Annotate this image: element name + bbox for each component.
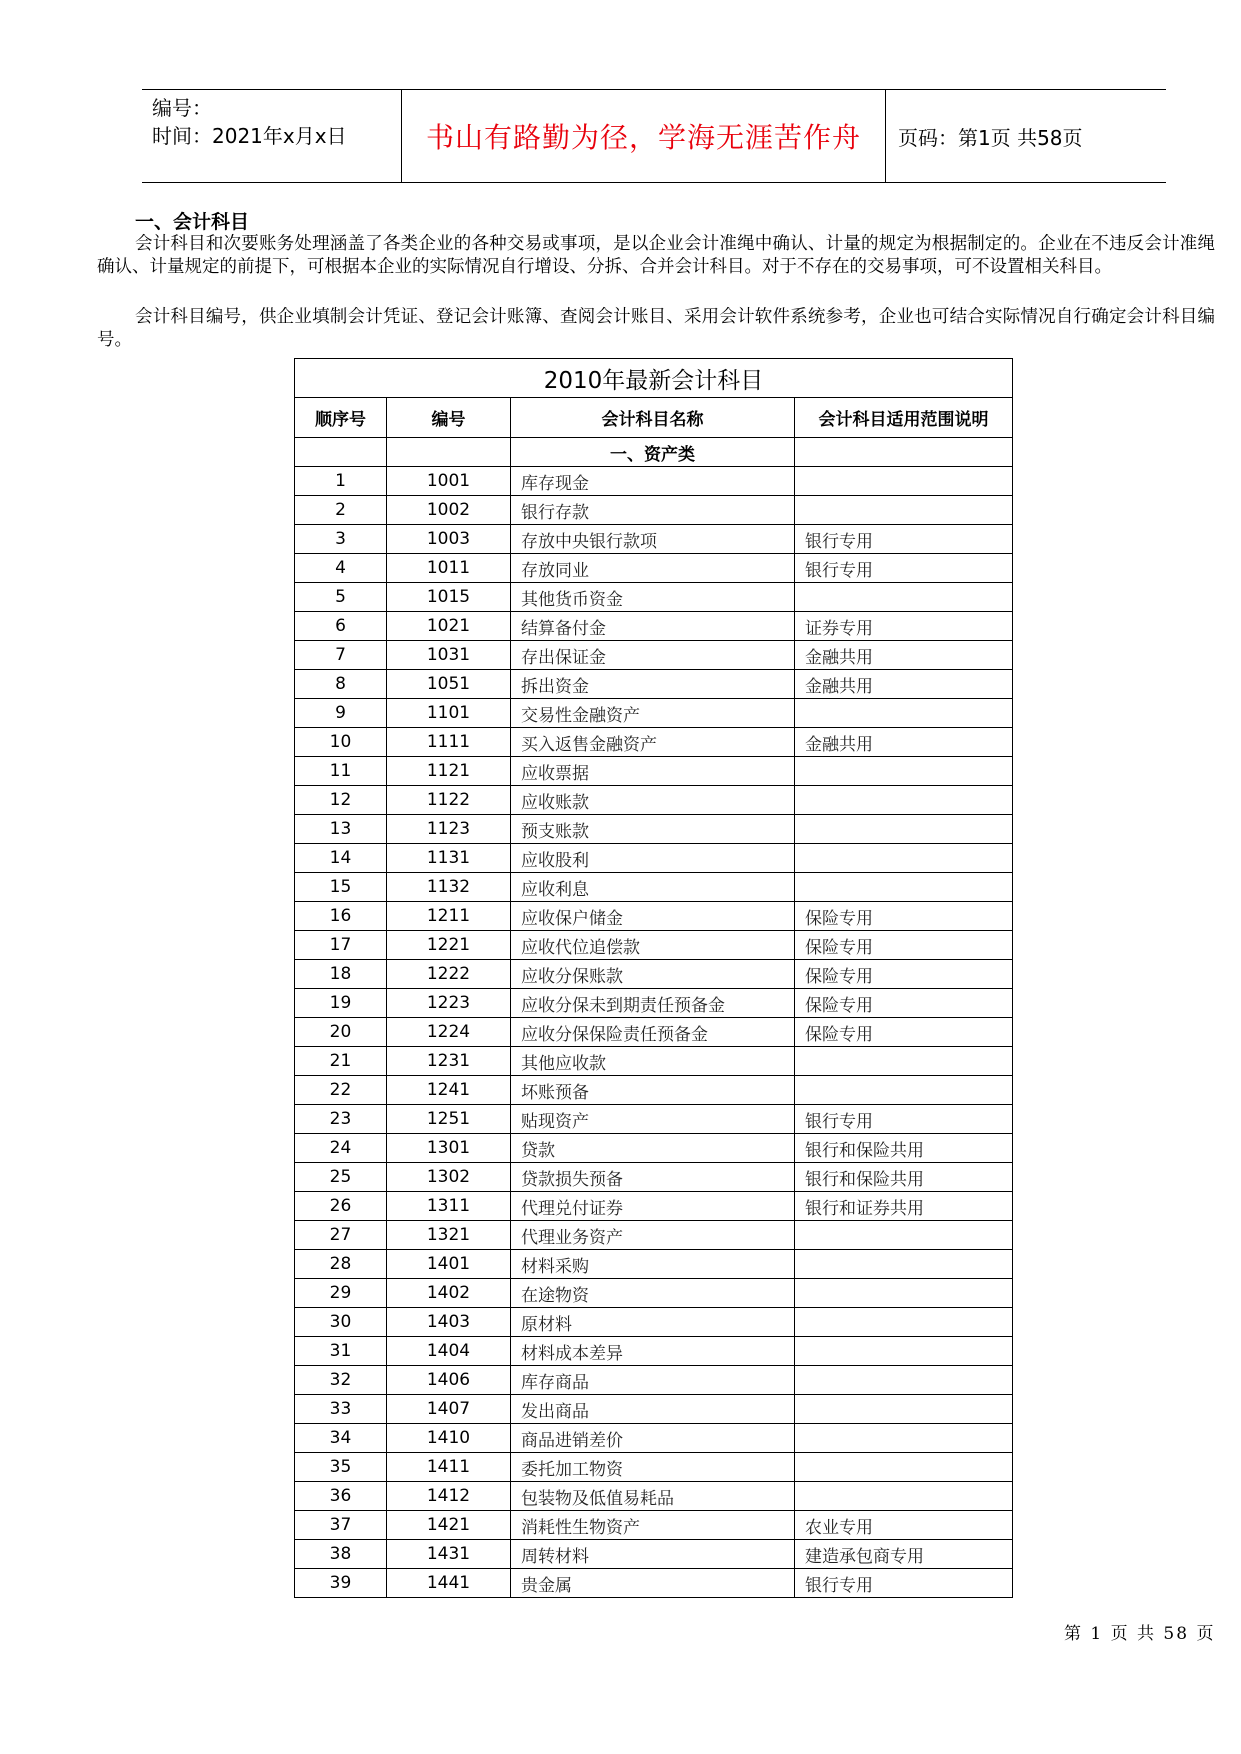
name-cell: 材料采购 xyxy=(511,1250,795,1279)
seq-cell: 24 xyxy=(295,1134,387,1163)
seq-cell: 13 xyxy=(295,815,387,844)
scope-cell xyxy=(795,1076,1013,1105)
name-cell: 其他货币资金 xyxy=(511,583,795,612)
name-cell: 贷款 xyxy=(511,1134,795,1163)
scope-cell xyxy=(795,1279,1013,1308)
seq-cell: 23 xyxy=(295,1105,387,1134)
seq-cell: 18 xyxy=(295,960,387,989)
name-cell: 委托加工物资 xyxy=(511,1453,795,1482)
table-row xyxy=(295,873,1013,902)
name-cell: 代理业务资产 xyxy=(511,1221,795,1250)
code-cell: 1131 xyxy=(387,844,511,873)
name-cell: 存出保证金 xyxy=(511,641,795,670)
seq-cell: 6 xyxy=(295,612,387,641)
scope-cell: 保险专用 xyxy=(795,1018,1013,1047)
table-row xyxy=(295,1453,1013,1482)
code-cell: 1002 xyxy=(387,496,511,525)
name-cell: 预支账款 xyxy=(511,815,795,844)
code-cell: 1421 xyxy=(387,1511,511,1540)
seq-cell: 14 xyxy=(295,844,387,873)
code-cell: 1011 xyxy=(387,554,511,583)
code-cell: 1211 xyxy=(387,902,511,931)
name-cell: 在途物资 xyxy=(511,1279,795,1308)
table-row xyxy=(295,989,1013,1018)
scope-cell: 银行和保险共用 xyxy=(795,1163,1013,1192)
scope-cell xyxy=(795,815,1013,844)
table-row xyxy=(295,815,1013,844)
name-cell: 应收股利 xyxy=(511,844,795,873)
table-row xyxy=(295,496,1013,525)
scope-cell: 保险专用 xyxy=(795,931,1013,960)
scope-cell xyxy=(795,844,1013,873)
category-seq-cell xyxy=(295,438,387,467)
code-cell: 1431 xyxy=(387,1540,511,1569)
scope-cell: 金融共用 xyxy=(795,728,1013,757)
code-cell: 1301 xyxy=(387,1134,511,1163)
seq-cell: 38 xyxy=(295,1540,387,1569)
name-cell: 贴现资产 xyxy=(511,1105,795,1134)
name-cell: 其他应收款 xyxy=(511,1047,795,1076)
header-meta xyxy=(142,90,402,182)
scope-cell: 农业专用 xyxy=(795,1511,1013,1540)
table-row xyxy=(295,1221,1013,1250)
seq-cell: 19 xyxy=(295,989,387,1018)
name-cell: 贵金属 xyxy=(511,1569,795,1598)
name-cell: 坏账预备 xyxy=(511,1076,795,1105)
seq-cell: 17 xyxy=(295,931,387,960)
code-cell: 1403 xyxy=(387,1308,511,1337)
seq-cell: 21 xyxy=(295,1047,387,1076)
code-cell: 1441 xyxy=(387,1569,511,1598)
table-row xyxy=(295,757,1013,786)
document-number-label: 编号： xyxy=(152,96,212,120)
seq-cell: 12 xyxy=(295,786,387,815)
seq-cell: 7 xyxy=(295,641,387,670)
seq-cell: 5 xyxy=(295,583,387,612)
code-cell: 1015 xyxy=(387,583,511,612)
table-row xyxy=(295,583,1013,612)
seq-cell: 8 xyxy=(295,670,387,699)
code-cell: 1401 xyxy=(387,1250,511,1279)
name-cell: 库存商品 xyxy=(511,1366,795,1395)
scope-cell: 金融共用 xyxy=(795,641,1013,670)
scope-cell xyxy=(795,699,1013,728)
code-cell: 1231 xyxy=(387,1047,511,1076)
table-row xyxy=(295,641,1013,670)
code-cell: 1001 xyxy=(387,467,511,496)
name-cell: 交易性金融资产 xyxy=(511,699,795,728)
code-cell: 1021 xyxy=(387,612,511,641)
table-row xyxy=(295,1018,1013,1047)
code-cell: 1412 xyxy=(387,1482,511,1511)
scope-cell: 银行专用 xyxy=(795,1569,1013,1598)
seq-cell: 20 xyxy=(295,1018,387,1047)
document-header xyxy=(142,89,1166,183)
name-cell: 存放同业 xyxy=(511,554,795,583)
scope-cell: 建造承包商专用 xyxy=(795,1540,1013,1569)
code-cell: 1411 xyxy=(387,1453,511,1482)
name-cell: 库存现金 xyxy=(511,467,795,496)
header-name: 会计科目名称 xyxy=(511,398,795,438)
seq-cell: 4 xyxy=(295,554,387,583)
table-row xyxy=(295,1105,1013,1134)
code-cell: 1222 xyxy=(387,960,511,989)
seq-cell: 35 xyxy=(295,1453,387,1482)
code-cell: 1402 xyxy=(387,1279,511,1308)
name-cell: 结算备付金 xyxy=(511,612,795,641)
name-cell: 应收利息 xyxy=(511,873,795,902)
scope-cell xyxy=(795,1395,1013,1424)
name-cell: 应收票据 xyxy=(511,757,795,786)
table-row xyxy=(295,1279,1013,1308)
code-cell: 1122 xyxy=(387,786,511,815)
table-row xyxy=(295,844,1013,873)
table-row xyxy=(295,525,1013,554)
code-cell: 1121 xyxy=(387,757,511,786)
scope-cell xyxy=(795,757,1013,786)
scope-cell: 银行专用 xyxy=(795,554,1013,583)
scope-cell xyxy=(795,1453,1013,1482)
code-cell: 1321 xyxy=(387,1221,511,1250)
code-cell: 1003 xyxy=(387,525,511,554)
name-cell: 原材料 xyxy=(511,1308,795,1337)
scope-cell: 银行和证券共用 xyxy=(795,1192,1013,1221)
table-row xyxy=(295,786,1013,815)
code-cell: 1101 xyxy=(387,699,511,728)
accounts-table xyxy=(294,358,1013,1598)
seq-cell: 28 xyxy=(295,1250,387,1279)
category-scope-cell xyxy=(795,438,1013,467)
table-row xyxy=(295,960,1013,989)
seq-cell: 30 xyxy=(295,1308,387,1337)
name-cell: 贷款损失预备 xyxy=(511,1163,795,1192)
seq-cell: 15 xyxy=(295,873,387,902)
section-title: 一、会计科目 xyxy=(135,211,250,233)
seq-cell: 16 xyxy=(295,902,387,931)
table-row xyxy=(295,1076,1013,1105)
scope-cell xyxy=(795,1337,1013,1366)
seq-cell: 3 xyxy=(295,525,387,554)
table-row xyxy=(295,1482,1013,1511)
code-cell: 1302 xyxy=(387,1163,511,1192)
seq-cell: 2 xyxy=(295,496,387,525)
code-cell: 1223 xyxy=(387,989,511,1018)
name-cell: 周转材料 xyxy=(511,1540,795,1569)
table-row xyxy=(295,612,1013,641)
scope-cell xyxy=(795,467,1013,496)
header-scope: 会计科目适用范围说明 xyxy=(795,398,1013,438)
scope-cell xyxy=(795,496,1013,525)
seq-cell: 31 xyxy=(295,1337,387,1366)
scope-cell: 保险专用 xyxy=(795,960,1013,989)
name-cell: 银行存款 xyxy=(511,496,795,525)
scope-cell xyxy=(795,1424,1013,1453)
table-row xyxy=(295,1047,1013,1076)
code-cell: 1241 xyxy=(387,1076,511,1105)
table-row xyxy=(295,1511,1013,1540)
scope-cell xyxy=(795,1250,1013,1279)
page-footer: 第 1 页 共 58 页 xyxy=(1064,1624,1216,1644)
header-page-label: 页码：第1页 共58页 xyxy=(898,125,1083,150)
name-cell: 消耗性生物资产 xyxy=(511,1511,795,1540)
name-cell: 材料成本差异 xyxy=(511,1337,795,1366)
paragraph-1: 会计科目和次要账务处理涵盖了各类企业的各种交易或事项，是以企业会计准绳中确认、计量的规定为根据制定的。企业在不违反会计准绳确认、计量规定的前提下，可根据本企业的实际情况自行增设、分拆、合并会计科目。对于不存在的交易事项，可不设置相关科目。 xyxy=(97,234,1215,277)
table-row xyxy=(295,1134,1013,1163)
code-cell: 1132 xyxy=(387,873,511,902)
table-row xyxy=(295,1163,1013,1192)
paragraph-2: 会计科目编号，供企业填制会计凭证、登记会计账簿、查阅会计账目、采用会计软件系统参考，企业也可结合实际情况自行确定会计科目编号。 xyxy=(97,307,1215,350)
scope-cell: 保险专用 xyxy=(795,902,1013,931)
header-motto: 书山有路勤为径，学海无涯苦作舟 xyxy=(402,90,886,182)
code-cell: 1111 xyxy=(387,728,511,757)
code-cell: 1410 xyxy=(387,1424,511,1453)
seq-cell: 39 xyxy=(295,1569,387,1598)
category-label: 一、资产类 xyxy=(511,438,795,467)
code-cell: 1224 xyxy=(387,1018,511,1047)
seq-cell: 9 xyxy=(295,699,387,728)
name-cell: 应收账款 xyxy=(511,786,795,815)
name-cell: 应收保户储金 xyxy=(511,902,795,931)
scope-cell xyxy=(795,1308,1013,1337)
table-row xyxy=(295,699,1013,728)
scope-cell xyxy=(795,1482,1013,1511)
code-cell: 1251 xyxy=(387,1105,511,1134)
table-row xyxy=(295,1395,1013,1424)
table-row xyxy=(295,467,1013,496)
scope-cell: 证券专用 xyxy=(795,612,1013,641)
seq-cell: 29 xyxy=(295,1279,387,1308)
code-cell: 1407 xyxy=(387,1395,511,1424)
seq-cell: 34 xyxy=(295,1424,387,1453)
table-row xyxy=(295,554,1013,583)
document-time-label: 时间：2021年x月x日 xyxy=(152,124,347,148)
code-cell: 1123 xyxy=(387,815,511,844)
scope-cell xyxy=(795,873,1013,902)
table-row xyxy=(295,670,1013,699)
table-row xyxy=(295,1250,1013,1279)
table-row xyxy=(295,902,1013,931)
name-cell: 应收代位追偿款 xyxy=(511,931,795,960)
header-code: 编号 xyxy=(387,398,511,438)
code-cell: 1311 xyxy=(387,1192,511,1221)
name-cell: 包装物及低值易耗品 xyxy=(511,1482,795,1511)
seq-cell: 36 xyxy=(295,1482,387,1511)
name-cell: 发出商品 xyxy=(511,1395,795,1424)
name-cell: 买入返售金融资产 xyxy=(511,728,795,757)
table-row xyxy=(295,1192,1013,1221)
header-seq: 顺序号 xyxy=(295,398,387,438)
scope-cell xyxy=(795,1221,1013,1250)
code-cell: 1031 xyxy=(387,641,511,670)
table-row xyxy=(295,931,1013,960)
table-row xyxy=(295,1424,1013,1453)
table-row xyxy=(295,1540,1013,1569)
scope-cell xyxy=(795,786,1013,815)
table-row xyxy=(295,1366,1013,1395)
name-cell: 存放中央银行款项 xyxy=(511,525,795,554)
table-title: 2010年最新会计科目 xyxy=(295,359,1013,398)
scope-cell: 保险专用 xyxy=(795,989,1013,1018)
name-cell: 代理兑付证券 xyxy=(511,1192,795,1221)
table-row xyxy=(295,1337,1013,1366)
name-cell: 应收分保未到期责任预备金 xyxy=(511,989,795,1018)
seq-cell: 26 xyxy=(295,1192,387,1221)
scope-cell: 银行专用 xyxy=(795,525,1013,554)
table-row xyxy=(295,728,1013,757)
name-cell: 商品进销差价 xyxy=(511,1424,795,1453)
name-cell: 应收分保账款 xyxy=(511,960,795,989)
seq-cell: 11 xyxy=(295,757,387,786)
name-cell: 拆出资金 xyxy=(511,670,795,699)
table-row xyxy=(295,1569,1013,1598)
seq-cell: 33 xyxy=(295,1395,387,1424)
table-row xyxy=(295,1308,1013,1337)
seq-cell: 1 xyxy=(295,467,387,496)
seq-cell: 27 xyxy=(295,1221,387,1250)
code-cell: 1404 xyxy=(387,1337,511,1366)
code-cell: 1051 xyxy=(387,670,511,699)
seq-cell: 25 xyxy=(295,1163,387,1192)
scope-cell: 金融共用 xyxy=(795,670,1013,699)
code-cell: 1406 xyxy=(387,1366,511,1395)
seq-cell: 32 xyxy=(295,1366,387,1395)
name-cell: 应收分保保险责任预备金 xyxy=(511,1018,795,1047)
category-code-cell xyxy=(387,438,511,467)
scope-cell: 银行专用 xyxy=(795,1105,1013,1134)
seq-cell: 10 xyxy=(295,728,387,757)
scope-cell: 银行和保险共用 xyxy=(795,1134,1013,1163)
code-cell: 1221 xyxy=(387,931,511,960)
seq-cell: 37 xyxy=(295,1511,387,1540)
scope-cell xyxy=(795,1047,1013,1076)
seq-cell: 22 xyxy=(295,1076,387,1105)
scope-cell xyxy=(795,1366,1013,1395)
scope-cell xyxy=(795,583,1013,612)
